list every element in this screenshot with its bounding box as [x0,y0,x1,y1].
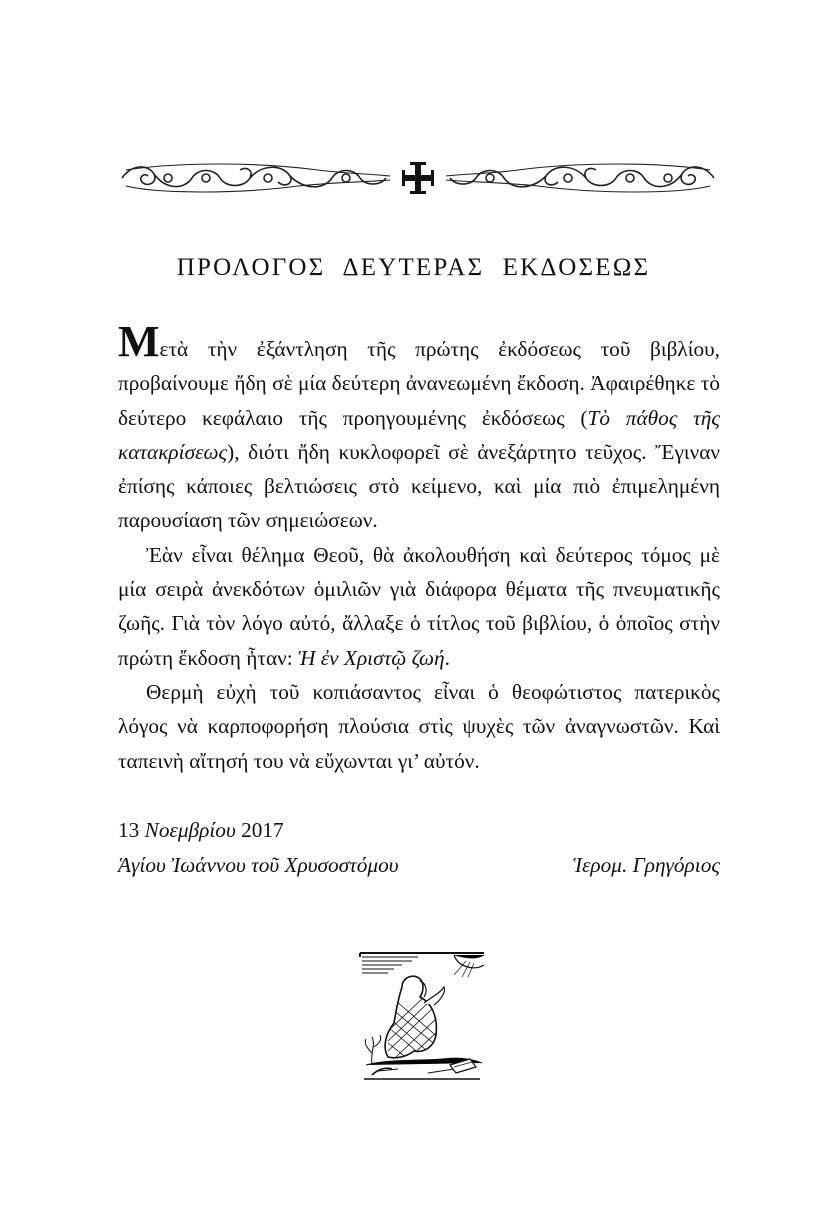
preface-body [118,317,720,778]
page-title: ΠΡΟΛΟΓΟΣ ΔΕΥΤΕΡΑΣ ΕΚΔΟΣΕΩΣ [176,254,651,281]
date-day: 13 [118,818,140,842]
vine-scroll-ornament-icon [118,160,718,196]
date-line [118,818,284,843]
signature-row [118,853,720,878]
cross-icon [402,162,434,194]
paragraph-2-old-title: Ἡ ἐν Χριστῷ ζωή [297,645,445,670]
paragraph-2-end: . [444,645,450,670]
paragraph-2 [118,538,720,675]
author-signature: Ἱερομ. Γρηγόριος [572,853,720,877]
drop-cap: Μ [118,317,160,366]
paragraph-1 [118,317,720,538]
kneeling-monk-woodcut-icon [358,947,486,1085]
feast-day: Ἁγίου Ἰωάννου τοῦ Χρυσοστόμου [118,853,399,877]
date-year: 2017 [241,818,284,842]
paragraph-1-book-title: Τὸ πάθος τῆς κατακρίσεως [118,405,720,464]
paragraph-3: Θερμὴ εὐχὴ τοῦ κοπιάσαντος εἶναι ὁ θεοφώτιστος πατερικὸς λόγος νὰ καρποφορήση πλούσια στὶς ψυχὲς τῶν ἀναγνωστῶν. Καὶ ταπεινὴ αἴτησή του νὰ εὔχωνται γι’ αὐτόν. [118,679,720,773]
paragraph-1-text-a: ετὰ τὴν ἐξάντληση τῆς πρώτης ἐκδόσεως τοῦ βιβλίου, προβαίνουμε ἤδη σὲ μία δεύτερη ἀνανεωμένη ἔκδοση. Ἀφαιρέθηκε τὸ δεύτερο κεφάλαιο τῆς προηγουμένης ἐκδόσεως ( [118,337,720,430]
date-month: Νοεμβρίου [144,818,236,842]
paragraph-1-text-b: ), διότι ἤδη κυκλοφορεῖ σὲ ἀνεξάρτητο τεῦχος. Ἔγιναν ἐπίσης κάποιες βελτιώσεις στὸ κείμενο, καὶ μία πιὸ ἐπιμελημένη παρουσίαση τῶν σημειώσεων. [118,439,720,533]
paragraph-2-text: Ἐὰν εἶναι θέλημα Θεοῦ, θὰ ἀκολουθήση καὶ δεύτερος τόμος μὲ μία σειρὰ ἀνεκδότων ὁμιλιῶν γιὰ διάφορα θέματα τῆς πνευματικῆς ζωῆς. Γιὰ τὸν λόγο αὐτό, ἄλλαξε ὁ τίτλος τοῦ βιβλίου, ὁ ὁποῖος στὴν πρώτη ἔκδοση ἦταν: [118,542,720,670]
